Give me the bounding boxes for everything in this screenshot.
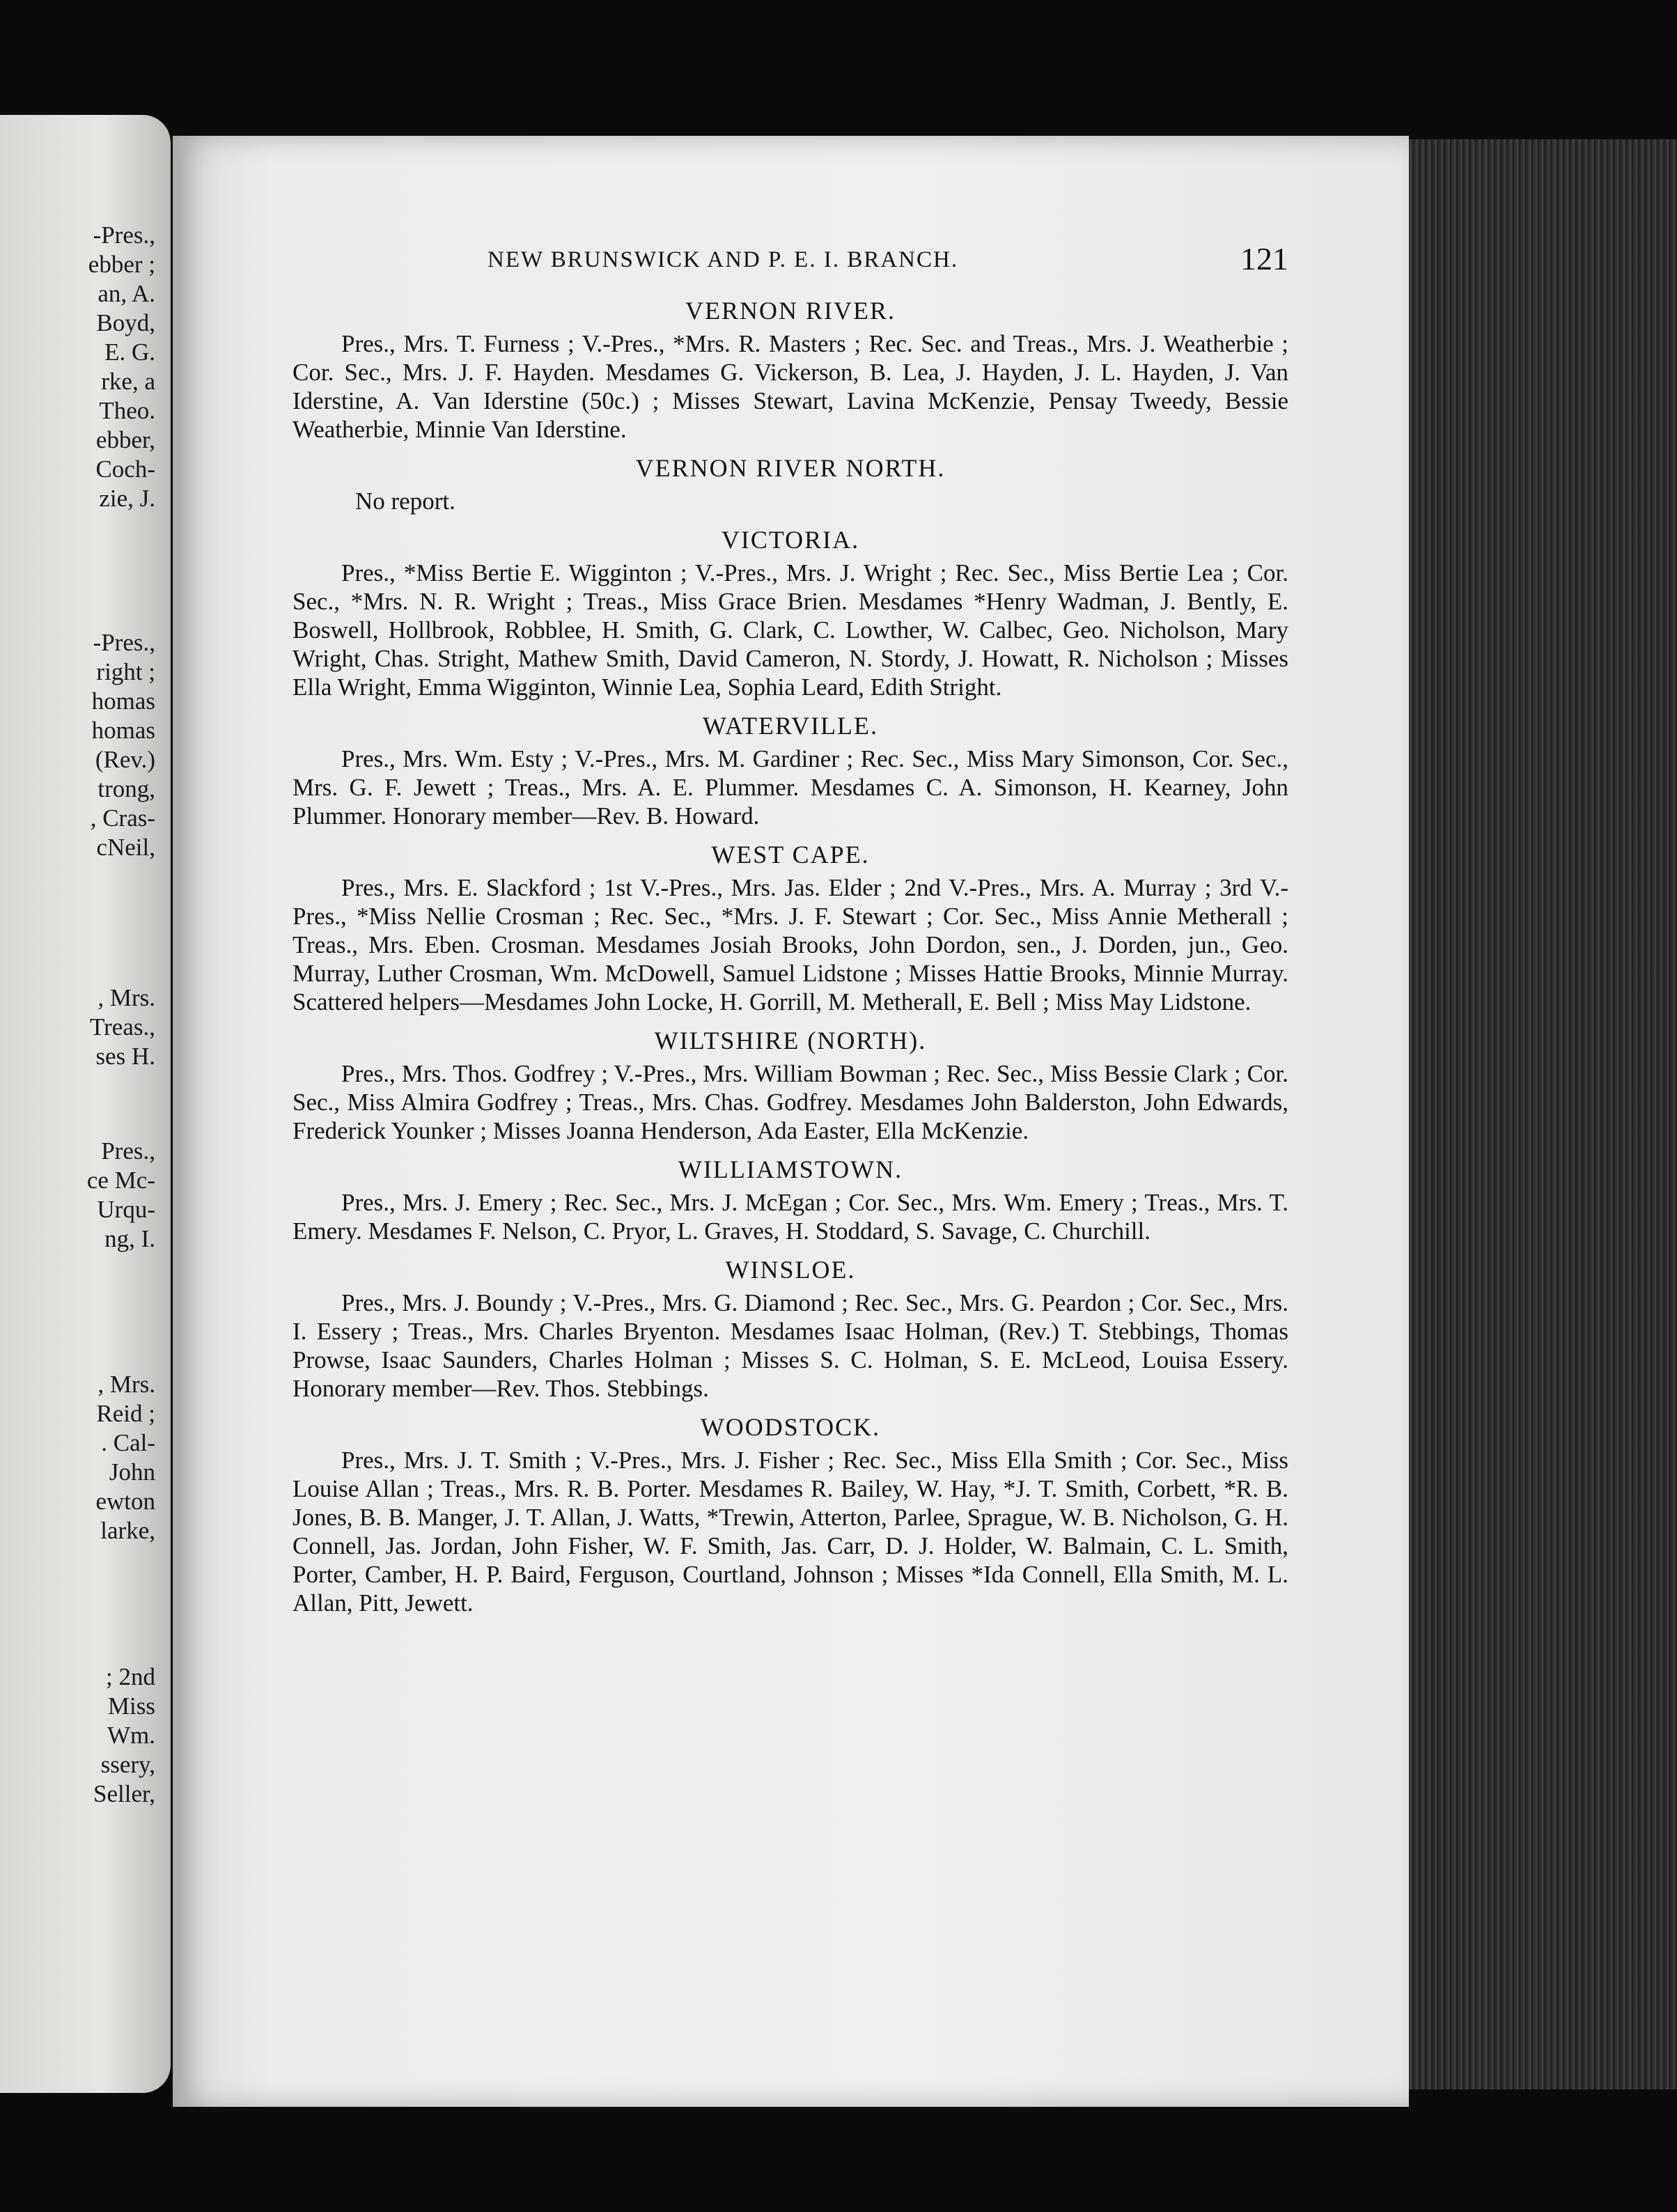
section-williamstown xyxy=(292,1155,1288,1245)
left-line: ce Mc- xyxy=(86,1167,155,1194)
left-line: Seller, xyxy=(93,1780,155,1807)
left-line: larke, xyxy=(100,1517,155,1544)
left-line: -Pres., xyxy=(93,629,155,656)
left-line: Coch- xyxy=(95,455,155,483)
left-line: -Pres., xyxy=(93,221,155,249)
left-line: ses H. xyxy=(95,1043,155,1070)
left-line: E. G. xyxy=(104,338,155,366)
left-line: . Cal- xyxy=(101,1429,155,1456)
running-head xyxy=(292,240,1288,282)
section-text: Pres., Mrs. E. Slackford ; 1st V.-Pres., Mrs. Jas. Elder ; 2nd V.-Pres., Mrs. A. Murray ; 3rd V.-Pres., *Miss Nellie Crosman ; Rec. Sec., *Mrs. J. F. Stewart ; Cor. Sec., Miss Annie Metherall ; Treas., Mrs. Eben. Crosman. Mesdames Josiah Brooks, John Dordon, sen., J. Dorden, jun., Geo. Murray, Luther Crosman, Wm. McDowell, Samuel Lidstone ; Misses Hattie Brooks, Minnie Murray. Scattered helpers—Mesdames John Locke, H. Gorrill, M. Metherall, E. Bell ; Miss May Lidstone. xyxy=(292,874,1288,1015)
left-line: ewton xyxy=(95,1488,155,1515)
section-wiltshire-north xyxy=(292,1026,1288,1145)
section-text: Pres., Mrs. T. Furness ; V.-Pres., *Mrs. R. Masters ; Rec. Sec. and Treas., Mrs. J. Weatherbie ; Cor. Sec., Mrs. J. F. Hayden. Mesdames G. Vickerson, B. Lea, J. Hayden, J. L. Hayden, J. Van Iderstine, A. Van Iderstine (50c.) ; Misses Stewart, Lavina McKenzie, Pensay Tweedy, Bessie Weatherbie, Minnie Van Iderstine. xyxy=(292,330,1288,443)
section-heading: WEST CAPE. xyxy=(711,841,870,869)
section-heading: WINSLOE. xyxy=(725,1256,856,1284)
section-text: Pres., Mrs. J. Boundy ; V.-Pres., Mrs. G. Diamond ; Rec. Sec., Mrs. G. Peardon ; Cor. Sec., Mrs. I. Essery ; Treas., Mrs. Charles Bryenton. Mesdames Isaac Holman, (Rev.) T. Stebbings, Thomas Prowse, Isaac Saunders, Charles Holman ; Misses S. C. Holman, S. E. McLeod, Louisa Essery. Honorary member—Rev. Thos. Stebbings. xyxy=(292,1289,1288,1402)
section-text: Pres., *Miss Bertie E. Wigginton ; V.-Pres., Mrs. J. Wright ; Rec. Sec., Miss Bertie Lea ; Cor. Sec., *Mrs. N. R. Wright ; Treas., Miss Grace Brien. Mesdames *Henry Wadman, J. Bently, E. Boswell, Hollbrook, Robblee, H. Smith, G. Clark, C. Lowther, W. Calbec, Geo. Nicholson, Mary Wright, Chas. Stright, Mathew Smith, David Cameron, N. Stordy, J. Howatt, R. Nicholson ; Misses Ella Wright, Emma Wigginton, Winnie Lea, Sophia Leard, Edith Stright. xyxy=(292,559,1288,701)
left-line: homas xyxy=(91,717,155,744)
page-number: 121 xyxy=(1240,241,1288,276)
section-heading: WILTSHIRE (NORTH). xyxy=(654,1027,927,1054)
left-line: ng, I. xyxy=(104,1225,155,1252)
section-heading: VERNON RIVER NORTH. xyxy=(635,454,946,482)
left-line: cNeil, xyxy=(96,834,155,861)
running-title: NEW BRUNSWICK AND P. E. I. BRANCH. xyxy=(488,247,959,272)
section-text: Pres., Mrs. J. Emery ; Rec. Sec., Mrs. J. McEgan ; Cor. Sec., Mrs. Wm. Emery ; Treas., Mrs. T. Emery. Mesdames F. Nelson, C. Pryor, L. Graves, H. Stoddard, S. Savage, C. Churchill. xyxy=(292,1189,1288,1245)
left-page-fragment xyxy=(0,115,171,2093)
left-line: (Rev.) xyxy=(95,746,155,773)
left-line: , Mrs. xyxy=(98,984,155,1011)
left-line: Theo. xyxy=(99,397,155,424)
left-line: ebber, xyxy=(95,426,155,453)
left-line: zie, J. xyxy=(99,485,155,512)
left-line: homas xyxy=(91,687,155,715)
section-waterville xyxy=(292,711,1288,830)
left-line: Reid ; xyxy=(96,1400,155,1427)
left-line: ssery, xyxy=(100,1751,155,1778)
page-content xyxy=(292,240,1288,1617)
left-line: an, A. xyxy=(98,280,155,307)
section-text: Pres., Mrs. J. T. Smith ; V.-Pres., Mrs. J. Fisher ; Rec. Sec., Miss Ella Smith ; Cor. Sec., Miss Louise Allan ; Treas., Mrs. R. B. Porter. Mesdames R. Bailey, W. Hay, *J. T. Smith, Corbett, *R. B. Jones, B. B. Manger, J. T. Allan, J. Watts, *Trewin, Atterton, Parlee, Sprague, W. B. Nicholson, G. H. Connell, Jas. Jordan, John Fisher, W. F. Smith, Jas. Carr, D. J. Holder, W. Balmain, C. L. Smith, Porter, Camber, H. P. Baird, Ferguson, Courtland, Johnson ; Misses *Ida Connell, Ella Smith, M. L. Allan, Pitt, Jewett. xyxy=(292,1447,1288,1617)
page-edges xyxy=(1409,139,1677,2089)
section-text: Pres., Mrs. Wm. Esty ; V.-Pres., Mrs. M. Gardiner ; Rec. Sec., Miss Mary Simonson, Cor. Sec., Mrs. G. F. Jewett ; Treas., Mrs. A. E. Plummer. Mesdames C. A. Simonson, H. Kearney, John Plummer. Honorary member—Rev. B. Howard. xyxy=(292,745,1288,830)
section-heading: WOODSTOCK. xyxy=(700,1413,881,1441)
left-line: , Mrs. xyxy=(98,1371,155,1398)
section-heading: VICTORIA. xyxy=(721,526,860,554)
left-line: Boyd, xyxy=(96,309,155,336)
left-line: Pres., xyxy=(101,1137,155,1165)
left-line: ebber ; xyxy=(88,251,155,278)
left-line: , Cras- xyxy=(90,804,155,832)
left-line: right ; xyxy=(96,658,155,685)
left-line: rke, a xyxy=(101,368,155,395)
left-line: Urqu- xyxy=(97,1196,155,1223)
section-heading: WILLIAMSTOWN. xyxy=(678,1155,903,1183)
section-winsloe xyxy=(292,1255,1288,1403)
section-victoria xyxy=(292,525,1288,701)
left-line: Miss xyxy=(107,1692,155,1720)
section-heading: VERNON RIVER. xyxy=(685,297,896,325)
section-heading: WATERVILLE. xyxy=(702,712,879,740)
left-line: John xyxy=(109,1458,155,1486)
section-woodstock xyxy=(292,1412,1288,1617)
section-text: Pres., Mrs. Thos. Godfrey ; V.-Pres., Mrs. William Bowman ; Rec. Sec., Miss Bessie Clark ; Cor. Sec., Miss Almira Godfrey ; Treas., Mrs. Chas. Godfrey. Mesdames John Balderston, John Edwards, Frederick Younker ; Misses Joanna Henderson, Ada Easter, Ella McKenzie. xyxy=(292,1060,1288,1144)
section-vernon-river-north xyxy=(292,453,1288,515)
section-west-cape xyxy=(292,840,1288,1016)
left-line: Treas., xyxy=(90,1013,155,1041)
left-line: Wm. xyxy=(107,1722,155,1749)
section-text: No report. xyxy=(355,488,455,515)
left-line: ; 2nd xyxy=(106,1663,155,1690)
left-line: trong, xyxy=(98,775,155,802)
section-vernon-river xyxy=(292,296,1288,444)
